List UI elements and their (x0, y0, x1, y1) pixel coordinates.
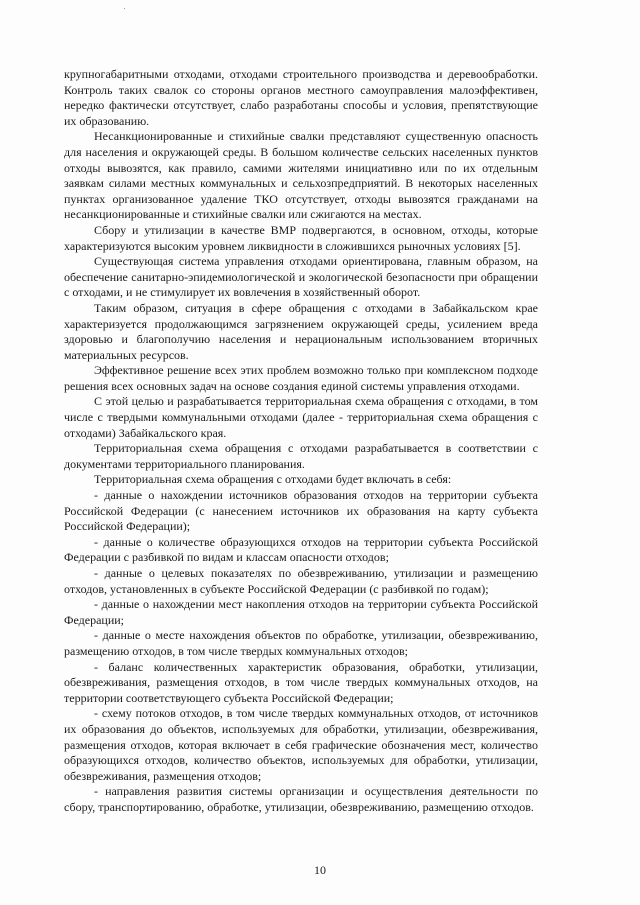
paragraph-5: Таким образом, ситуация в сфере обращения с отходами в Забайкальском крае характеризуется продолжающимся загрязнением окружающей среды, усилением вреда здоровью и благополучию населения и нерациональным использованием вторичных материальных ресурсов. (64, 300, 538, 362)
scan-artifact (124, 8, 125, 9)
paragraph-9: Территориальная схема обращения с отходами будет включать в себя: (94, 472, 452, 487)
paragraph-7: С этой целью и разрабатывается территориальная схема обращения с отходами, в том числе с твердыми коммунальными отходами (далее - территориальная схема обращения с отходами) Забайкальского края. (64, 394, 538, 440)
list-item-1: - данные о нахождении источников образования отходов на территории субъекта Российской Федерации (с нанесением источников их образования на карту субъекта Российской Федерации); (64, 488, 538, 534)
paragraph-2: Несанкционированные и стихийные свалки представляют существенную опасность для населения и окружающей среды. В большом количестве сельских населенных пунктов отходы вывозятся, как правило, самими жителями инициативно или по их отдельным заявкам силами местных коммунальных и сельхозпредприятий. В некоторых населенных пунктах организованное удаление ТКО отсутствует, отходы вывозятся гражданами на несанкционированные и стихийные свалки или сжигаются на местах. (64, 129, 538, 222)
list-item-4: - данные о нахождении мест накопления отходов на территории субъекта Российской Федерации; (64, 597, 538, 627)
list-item-8: - направления развития системы организации и осуществления деятельности по сбору, транспортированию, обработке, утилизации, обезвреживанию, размещению отходов. (64, 784, 538, 814)
paragraph-8: Территориальная схема обращения с отходами разрабатывается в соответствии с документами территориального планирования. (64, 441, 538, 471)
paragraph-3: Сбору и утилизации в качестве ВМР подвергаются, в основном, отходы, которые характеризуются высоким уровнем ликвидности в сложившихся рыночных условиях [5]. (64, 222, 538, 253)
list-item-6: - баланс количественных характеристик образования, обработки, утилизации, обезвреживания, размещения отходов, в том числе твердых коммунальных отходов, на территории соответствующего субъекта Российской Федерации; (64, 659, 538, 705)
page-number: 10 (314, 863, 326, 877)
paragraph-6: Эффективное решение всех этих проблем возможно только при комплексном подходе решения всех основных задач на основе создания единой системы управления отходами. (64, 363, 538, 393)
list-item-2: - данные о количестве образующихся отходов на территории субъекта Российской Федерации с разбивкой по видам и классам опасности отходов; (64, 534, 538, 565)
body-text (64, 67, 538, 816)
paragraph-4: Существующая система управления отходами ориентирована, главным образом, на обеспечение санитарно-эпидемиологической и экологической безопасности при обращении с отходами, и не стимулирует их вовлечения в хозяйственный оборот. (64, 254, 538, 300)
list-item-7: - схему потоков отходов, в том числе твердых коммунальных отходов, от источников их образования до объектов, используемых для обработки, утилизации, обезвреживания, размещения отходов, которая включает в себя графические обозначения мест, количество образующихся отходов, количество объектов, используемых для обработки, утилизации, обезвреживания, размещения отходов; (64, 706, 538, 783)
list-item-3: - данные о целевых показателях по обезвреживанию, утилизации и размещению отходов, установленных в субъекте Российской Федерации (с разбивкой по годам); (64, 566, 538, 596)
list-item-5: - данные о месте нахождения объектов по обработке, утилизации, обезвреживанию, размещению отходов, в том числе твердых коммунальных отходов; (64, 628, 538, 658)
paragraph-1: крупногабаритными отходами, отходами строительного производства и деревообработки. Контроль таких свалок со стороны органов местного самоуправления малоэффективен, нередко фактически отсутствует, слабо разработаны способы и условия, препятствующие их образованию. (64, 67, 538, 128)
